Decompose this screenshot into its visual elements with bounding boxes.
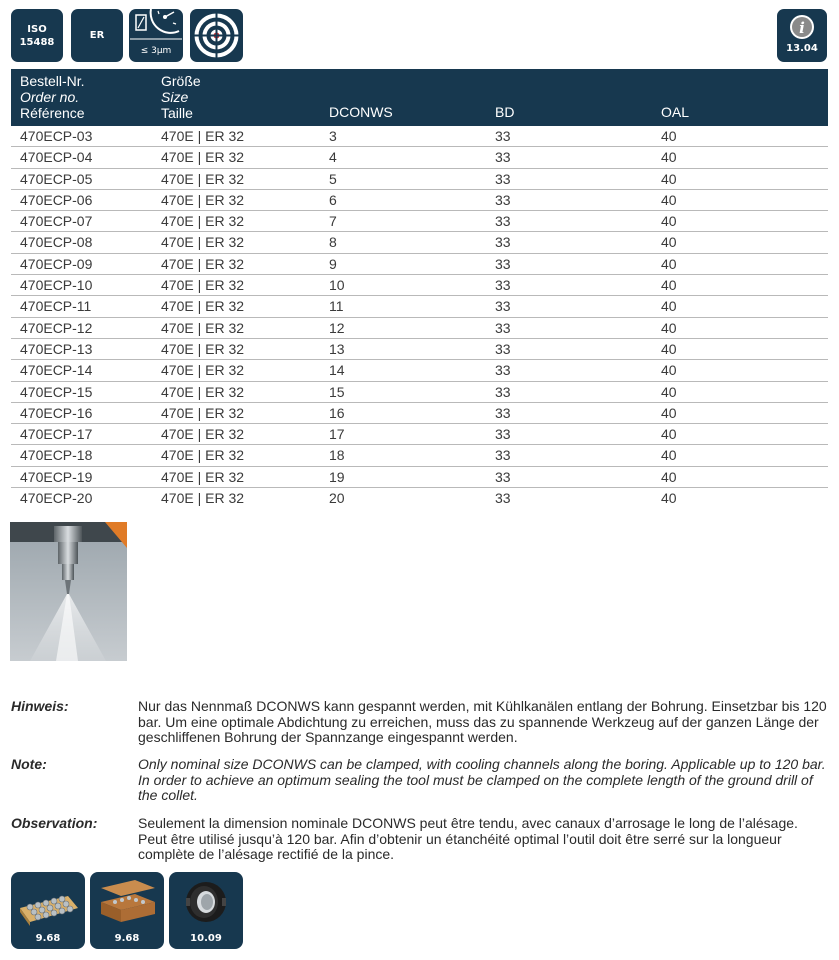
cell-oal: 40: [661, 191, 677, 208]
header-size-de: Größe: [161, 73, 201, 89]
svg-text:i: i: [799, 19, 805, 37]
cell-oal: 40: [661, 149, 677, 166]
cell-bd: 33: [495, 468, 511, 485]
cell-oal: 40: [661, 170, 677, 187]
table-row: [11, 190, 828, 211]
header-size-fr: Taille: [161, 105, 193, 121]
note-english-label: Note:: [11, 756, 47, 772]
table-row: [11, 424, 828, 445]
cell-dconws: 3: [329, 128, 337, 144]
cell-bd: 33: [495, 298, 511, 315]
table-row: [11, 339, 828, 360]
table-row: [11, 169, 828, 190]
cell-size: 470E | ER 32: [161, 490, 245, 507]
note-french-label: Observation:: [11, 815, 98, 831]
cell-size: 470E | ER 32: [161, 128, 245, 144]
cell-dconws: 7: [329, 213, 337, 230]
cell-reference: 470ECP-11: [20, 298, 92, 315]
cell-reference: 470ECP-08: [20, 234, 93, 251]
table-row: [11, 318, 828, 339]
cell-bd: 33: [495, 383, 511, 400]
cell-size: 470E | ER 32: [161, 340, 245, 357]
table-row: [11, 445, 828, 466]
accessory-3-ref: 10.09: [190, 933, 222, 944]
cell-size: 470E | ER 32: [161, 362, 245, 379]
table-row: [11, 403, 828, 424]
cell-oal: 40: [661, 490, 677, 507]
cell-reference: 470ECP-04: [20, 149, 93, 166]
coolant-collet-photo: [10, 522, 127, 661]
cell-reference: 470ECP-12: [20, 319, 93, 336]
cell-reference: 470ECP-17: [20, 426, 93, 443]
cell-dconws: 8: [329, 234, 337, 251]
cell-dconws: 5: [329, 170, 337, 187]
cell-size: 470E | ER 32: [161, 170, 245, 187]
cell-size: 470E | ER 32: [161, 404, 245, 421]
table-row: [11, 360, 828, 381]
table-row: [11, 147, 828, 168]
cell-bd: 33: [495, 191, 511, 208]
header-reference-en: Order no.: [20, 89, 80, 105]
table-row: [11, 467, 828, 488]
cell-bd: 33: [495, 319, 511, 336]
header-size: [161, 73, 201, 121]
cell-oal: 40: [661, 234, 677, 251]
cell-reference: 470ECP-06: [20, 191, 93, 208]
note-french-text: Seulement la dimension nominale DCONWS peut être tendu, avec canaux d’arrosage le long de l’alésage. Peut être utilisé jusqu’à 120 bar. Afin d’obtenir un étanchéité optimal l’outil doit être serré sur la longueur complète de l’alésage rectifié de la pince.: [138, 815, 798, 862]
cell-bd: 33: [495, 426, 511, 443]
table-row: [11, 296, 828, 317]
header-size-en: Size: [161, 89, 189, 105]
cell-size: 470E | ER 32: [161, 426, 245, 443]
cell-bd: 33: [495, 340, 511, 357]
table-row: [11, 275, 828, 296]
cell-size: 470E | ER 32: [161, 277, 245, 294]
cell-oal: 40: [661, 128, 677, 144]
cell-bd: 33: [495, 170, 511, 187]
clamping-nut-icon: [174, 878, 238, 926]
cell-size: 470E | ER 32: [161, 213, 245, 230]
cell-dconws: 14: [329, 362, 345, 379]
table-row: [11, 126, 828, 147]
cell-dconws: 17: [329, 426, 345, 443]
cell-dconws: 12: [329, 319, 345, 336]
cell-oal: 40: [661, 213, 677, 230]
cell-dconws: 4: [329, 149, 337, 166]
cell-oal: 40: [661, 340, 677, 357]
table-row: [11, 254, 828, 275]
collet-rack-icon: [16, 878, 80, 926]
cell-bd: 33: [495, 447, 511, 464]
cell-bd: 33: [495, 213, 511, 230]
header-reference-de: Bestell-Nr.: [20, 73, 85, 89]
cell-dconws: 6: [329, 191, 337, 208]
cell-bd: 33: [495, 149, 511, 166]
note-german-text: Nur das Nennmaß DCONWS kann gespannt werden, mit Kühlkanälen entlang der Bohrung. Einsetzbar bis 120 bar. Um eine optimale Abdichtung zu erreichen, muss das zu spannende Werkzeug auf der ganzen Länge der geschliffenen Bohrung der Spannzange eingespannt werden.: [138, 698, 827, 745]
cell-dconws: 13: [329, 340, 345, 357]
target-badge: [190, 9, 243, 62]
cell-dconws: 20: [329, 490, 345, 507]
header-bd: BD: [495, 104, 515, 120]
cell-dconws: 19: [329, 468, 345, 485]
cell-oal: 40: [661, 319, 677, 336]
table-body: [11, 126, 828, 509]
iso-label: ISO: [27, 24, 47, 35]
runout-badge: [129, 9, 183, 62]
collet-target-icon: [190, 9, 243, 62]
cell-oal: 40: [661, 362, 677, 379]
accessory-collet-rack[interactable]: [11, 872, 85, 949]
collet-case-icon: [95, 878, 159, 926]
cell-size: 470E | ER 32: [161, 383, 245, 400]
cell-dconws: 16: [329, 404, 345, 421]
cell-size: 470E | ER 32: [161, 234, 245, 251]
cell-reference: 470ECP-09: [20, 255, 93, 272]
cell-dconws: 15: [329, 383, 345, 400]
accessory-2-ref: 9.68: [114, 933, 140, 944]
table-row: [11, 382, 828, 403]
header-reference-fr: Référence: [20, 105, 85, 121]
cell-size: 470E | ER 32: [161, 149, 245, 166]
cell-dconws: 18: [329, 447, 345, 464]
info-page-number: 13.04: [786, 43, 818, 54]
cell-bd: 33: [495, 234, 511, 251]
cell-size: 470E | ER 32: [161, 191, 245, 208]
accessory-clamping-nut[interactable]: [169, 872, 243, 949]
cell-size: 470E | ER 32: [161, 255, 245, 272]
runout-gauge-icon: [129, 9, 183, 47]
cell-size: 470E | ER 32: [161, 447, 245, 464]
cell-reference: 470ECP-13: [20, 340, 93, 357]
cell-oal: 40: [661, 447, 677, 464]
cell-reference: 470ECP-18: [20, 447, 93, 464]
runout-value: ≤ 3µm: [140, 46, 172, 56]
table-row: [11, 211, 828, 232]
cell-dconws: 11: [329, 298, 344, 315]
header-oal: OAL: [661, 104, 690, 120]
cell-reference: 470ECP-20: [20, 490, 93, 507]
header-dconws: DCONWS: [329, 104, 393, 120]
cell-reference: 470ECP-05: [20, 170, 93, 187]
note-german-label: Hinweis:: [11, 698, 69, 714]
cell-bd: 33: [495, 490, 511, 507]
cell-dconws: 10: [329, 277, 345, 294]
note-english-text: Only nominal size DCONWS can be clamped, with cooling channels along the boring. Applicable up to 120 bar. In order to achieve an optimum sealing the tool must be clamped on the complete length of the ground drill of the collet.: [138, 756, 826, 803]
cell-bd: 33: [495, 277, 511, 294]
cell-size: 470E | ER 32: [161, 298, 245, 315]
cell-oal: 40: [661, 404, 677, 421]
accessory-1-ref: 9.68: [35, 933, 61, 944]
cell-oal: 40: [661, 426, 677, 443]
er-label: ER: [89, 30, 105, 41]
cell-oal: 40: [661, 383, 677, 400]
cell-oal: 40: [661, 277, 677, 294]
cell-bd: 33: [495, 404, 511, 421]
iso-15488-badge: [11, 9, 63, 62]
cell-bd: 33: [495, 128, 511, 144]
table-row: [11, 488, 828, 509]
cell-size: 470E | ER 32: [161, 468, 245, 485]
accessory-collet-case[interactable]: [90, 872, 164, 949]
cell-dconws: 9: [329, 255, 337, 272]
iso-number: 15488: [19, 37, 55, 48]
info-icon: [777, 9, 827, 45]
cell-reference: 470ECP-07: [20, 213, 93, 230]
header-reference: [20, 73, 85, 121]
cell-reference: 470ECP-15: [20, 383, 93, 400]
cell-bd: 33: [495, 362, 511, 379]
table-header: [11, 69, 828, 126]
cell-size: 470E | ER 32: [161, 319, 245, 336]
cell-reference: 470ECP-14: [20, 362, 93, 379]
info-badge[interactable]: [777, 9, 827, 62]
cell-reference: 470ECP-19: [20, 468, 93, 485]
cell-reference: 470ECP-03: [20, 128, 93, 144]
cell-oal: 40: [661, 298, 677, 315]
cell-reference: 470ECP-10: [20, 277, 93, 294]
er-badge: [71, 9, 123, 62]
table-row: [11, 232, 828, 253]
cell-bd: 33: [495, 255, 511, 272]
cell-oal: 40: [661, 255, 677, 272]
cell-oal: 40: [661, 468, 677, 485]
cell-reference: 470ECP-16: [20, 404, 93, 421]
